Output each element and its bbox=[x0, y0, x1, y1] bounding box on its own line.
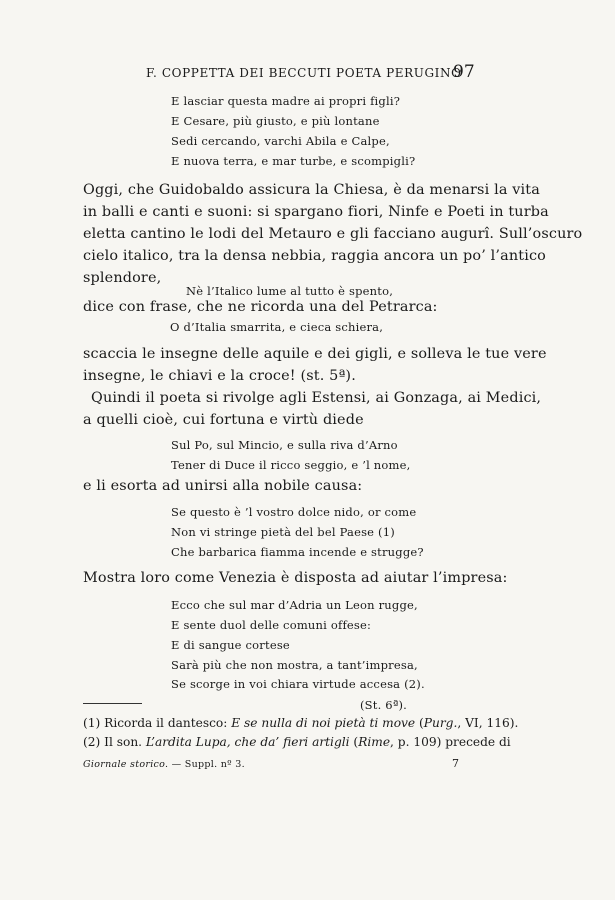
verse-line: Se scorge in voi chiara virtude accesa (2). bbox=[171, 677, 425, 691]
page-number: 97 bbox=[453, 62, 475, 82]
footnote-text: (1) Ricorda il dantesco: bbox=[83, 716, 232, 730]
supplement-number: — Suppl. nº 3. bbox=[168, 759, 245, 770]
verse-line: Che barbarica fiamma incende e strugge? bbox=[171, 545, 424, 559]
footnote-1 bbox=[83, 716, 518, 730]
footnote-work: Purg. bbox=[423, 716, 458, 730]
verse-line: E di sangue cortese bbox=[171, 638, 290, 652]
verse-line: E lasciar questa madre ai propri figli? bbox=[171, 94, 401, 108]
footnote-text: , p. 109) precede di bbox=[390, 735, 511, 749]
footnote-rule bbox=[83, 703, 142, 704]
verse-line: E nuova terra, e mar turbe, e scompigli? bbox=[171, 154, 416, 168]
footnote-text: ( bbox=[349, 735, 359, 749]
paragraph-line: in balli e canti e suoni: si spargano fiori, Ninfe e Poeti in turba bbox=[83, 204, 549, 220]
verse-line: E sente duol delle comuni offese: bbox=[171, 618, 372, 632]
paragraph-line: insegne, le chiavi e la croce! (st. 5ª). bbox=[83, 368, 356, 384]
verse-line: Non vi stringe pietà del bel Paese (1) bbox=[171, 525, 395, 539]
paragraph-line: e li esorta ad unirsi alla nobile causa: bbox=[83, 478, 363, 494]
quote-line: O d’Italia smarrita, e cieca schiera, bbox=[170, 320, 384, 334]
footnote-quote: E se nulla di noi pietà ti move bbox=[231, 716, 416, 730]
verse-line: Se questo è ’l vostro dolce nido, or come bbox=[171, 505, 417, 519]
verse-line: Ecco che sul mar d’Adria un Leon rugge, bbox=[171, 598, 418, 612]
verse-line: Sedi cercando, varchi Abila e Calpe, bbox=[171, 134, 390, 148]
paragraph-line: splendore, bbox=[83, 270, 162, 286]
paragraph-line: a quelli cioè, cui fortuna e virtù diede bbox=[83, 412, 364, 428]
footnote-text: (2) Il son. bbox=[83, 735, 146, 749]
journal-name: Giornale storico. bbox=[83, 759, 169, 770]
paragraph-line: Quindi il poeta si rivolge agli Estensi, ai Gonzaga, ai Medici, bbox=[91, 390, 542, 406]
footnote-text: , VI, 116). bbox=[457, 716, 519, 730]
signature-mark: 7 bbox=[452, 757, 460, 770]
running-title: F. COPPETTA DEI BECCUTI POETA PERUGINO bbox=[146, 66, 462, 80]
verse-line: Sul Po, sul Mincio, e sulla riva d’Arno bbox=[171, 438, 398, 452]
paragraph-line: Mostra loro come Venezia è disposta ad aiutar l’impresa: bbox=[83, 570, 508, 586]
footnote-text: ( bbox=[415, 716, 424, 730]
footnote-2 bbox=[83, 735, 511, 749]
verse-line: E Cesare, più giusto, e più lontane bbox=[171, 114, 380, 128]
verse-line: Tener di Duce il ricco seggio, e ’l nome, bbox=[171, 458, 411, 472]
stanza-reference: (St. 6ª). bbox=[360, 698, 408, 712]
paragraph-line: Oggi, che Guidobaldo assicura la Chiesa, è da menarsi la vita bbox=[83, 182, 540, 198]
footnote-work: Rime bbox=[358, 735, 391, 749]
footnote-quote: L’ardita Lupa, che da’ fieri artigli bbox=[145, 735, 350, 749]
paragraph-line: cielo italico, tra la densa nebbia, raggia ancora un po’ l’antico bbox=[83, 248, 546, 264]
journal-footer bbox=[83, 759, 245, 770]
paragraph-line: dice con frase, che ne ricorda una del Petrarca: bbox=[83, 299, 438, 315]
quote-line: Nè l’Italico lume al tutto è spento, bbox=[186, 284, 394, 298]
verse-line: Sarà più che non mostra, a tant’impresa, bbox=[171, 658, 418, 672]
paragraph-line: scaccia le insegne delle aquile e dei gigli, e solleva le tue vere bbox=[83, 346, 547, 362]
paragraph-line: eletta cantino le lodi del Metauro e gli facciano augurî. Sull’oscuro bbox=[83, 226, 583, 242]
